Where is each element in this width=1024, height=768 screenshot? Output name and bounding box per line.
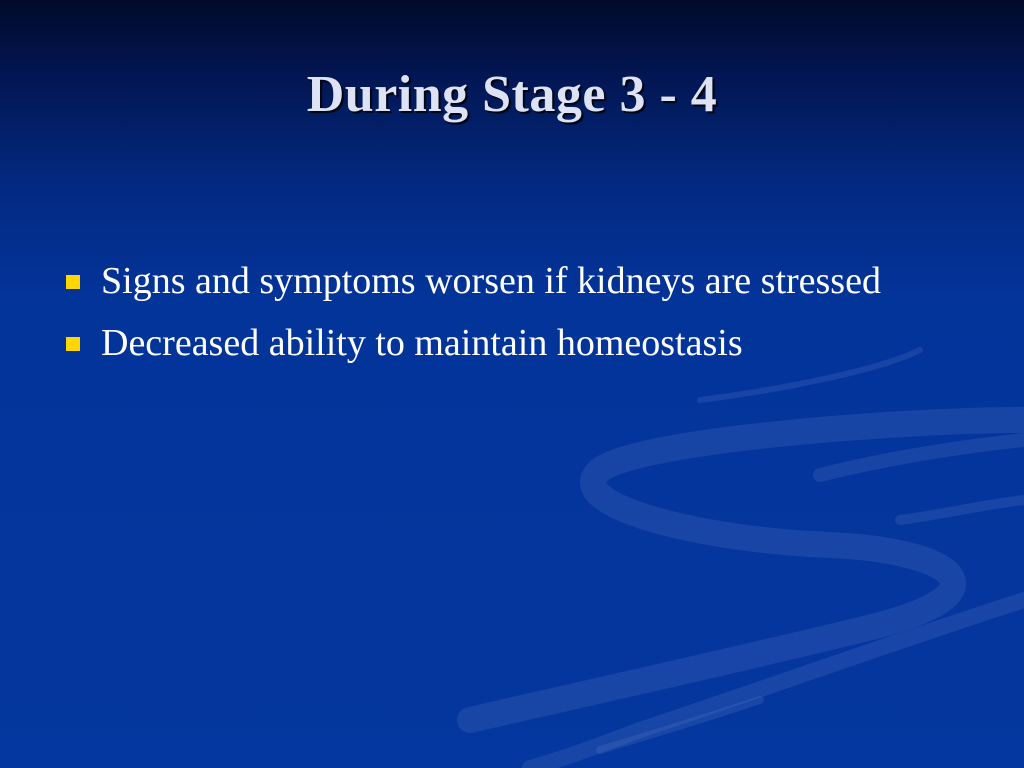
square-bullet-icon bbox=[66, 275, 80, 289]
bullet-item bbox=[64, 316, 924, 370]
square-bullet-icon bbox=[66, 337, 80, 351]
slide-title: During Stage 3 - 4 bbox=[306, 66, 718, 123]
bullet-text: Signs and symptoms worsen if kidneys are stressed bbox=[101, 260, 881, 302]
bullet-list bbox=[64, 254, 924, 378]
bullet-text: Decreased ability to maintain homeostasis bbox=[101, 322, 743, 364]
bullet-item bbox=[64, 254, 924, 308]
